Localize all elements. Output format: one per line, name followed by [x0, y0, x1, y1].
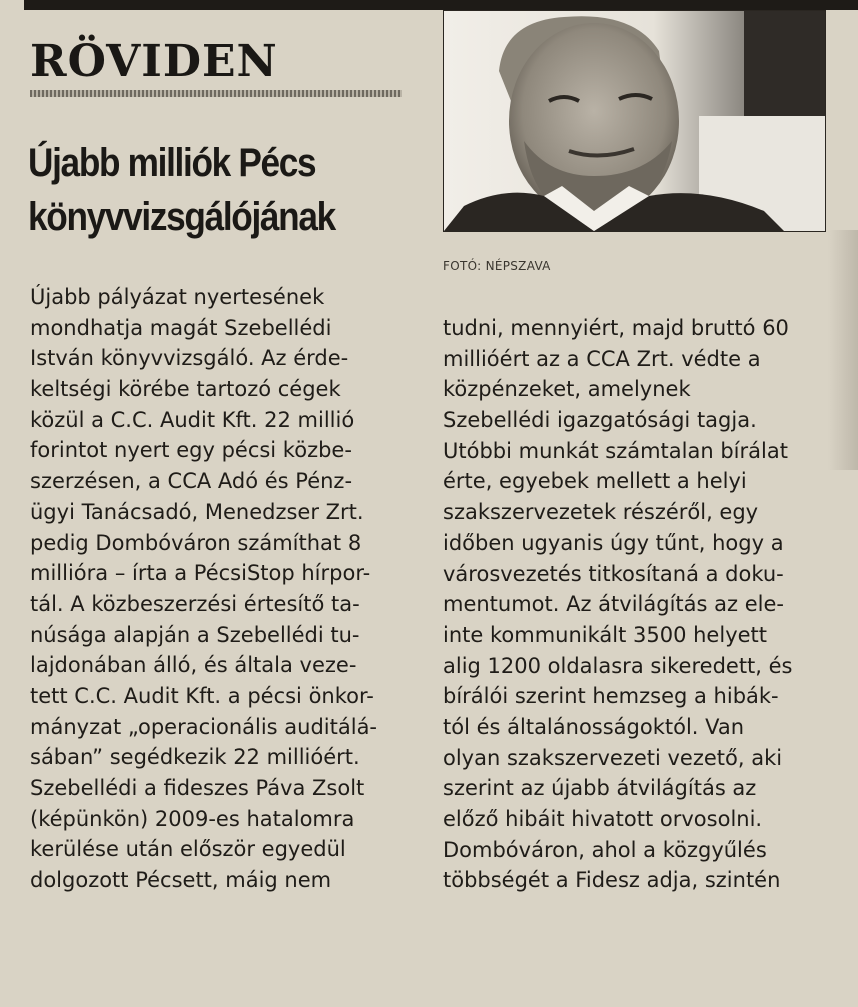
body-text-line: érte, egyebek mellett a helyi [443, 469, 747, 494]
body-text-line: többségét a Fidesz adja, szintén [443, 868, 781, 893]
article-photo [443, 10, 826, 232]
top-rule [24, 0, 858, 10]
section-kicker: RÖVIDEN [30, 36, 278, 87]
body-text-line: mányzat „operacionális auditálá- [30, 714, 378, 739]
body-text-line: időben ugyanis úgy tűnt, hogy a [443, 530, 784, 555]
body-text-line: mentumot. Az átvilágítás az ele- [443, 592, 784, 617]
body-text-line: szerzésen, a CCA Adó és Pénz- [30, 469, 353, 494]
article-column-2 [443, 313, 793, 896]
body-text-line: pedig Dombóváron számíthat 8 [30, 530, 362, 555]
body-text-line: lajdonában álló, és általa veze- [30, 653, 357, 678]
body-text-line: István könyvvizsgáló. Az érde- [30, 346, 349, 371]
article-headline [28, 136, 380, 244]
body-text-line: keltségi körébe tartozó cégek [30, 377, 341, 402]
body-text-line: tál. A közbeszerzési értesítő ta- [30, 591, 360, 616]
photo-credit: FOTÓ: NÉPSZAVA [443, 259, 551, 273]
body-text-line: kerülése után először egyedül [30, 837, 346, 862]
body-text-line: Szebellédi igazgatósági tagja. [443, 408, 757, 433]
body-text-line: millióra – írta a PécsiStop hírpor- [30, 561, 371, 586]
body-text-line: Szebellédi a fideszes Páva Zsolt [30, 776, 365, 800]
body-text-line: tett C.C. Audit Kft. a pécsi önkor- [30, 683, 374, 708]
body-text-line: mondhatja magát Szebellédi [30, 315, 332, 340]
body-text-line: szakszervezetek részéről, egy [443, 500, 759, 525]
adjacent-page-bleed [828, 230, 858, 470]
body-text-line: tól és általánosságoktól. Van [443, 714, 745, 739]
kicker-underline [30, 90, 402, 97]
body-text-line: Utóbbi munkát számtalan bírálat [443, 438, 788, 463]
body-text-line: (képünkön) 2009-es hatalomra [30, 806, 355, 831]
headline-line-2: könyvvizsgálójának [28, 195, 335, 239]
body-text-line: olyan szakszervezeti vezető, aki [443, 745, 783, 770]
body-text-line: tudni, mennyiért, majd bruttó 60 [443, 316, 789, 340]
body-text-line: előző hibáit hivatott orvosolni. [443, 807, 763, 831]
article-column-1 [30, 282, 377, 896]
portrait-image [444, 11, 825, 231]
body-text-line: millióért az a CCA Zrt. védte a [443, 346, 761, 371]
body-text-line: sában” segédkezik 22 millióért. [30, 745, 360, 770]
body-text-line: ügyi Tanácsadó, Menedzser Zrt. [30, 499, 364, 524]
body-text-line: dolgozott Pécsett, máig nem [30, 868, 332, 893]
body-text-line: forintot nyert egy pécsi közbe- [30, 438, 352, 463]
headline-line-1: Újabb milliók Pécs [28, 141, 316, 185]
body-text-line: inte kommunikált 3500 helyett [443, 622, 768, 647]
body-text-line: alig 1200 oldalasra sikeredett, és [443, 653, 793, 678]
body-text-line: városvezetés titkosítaná a doku- [443, 561, 784, 586]
body-text-line: núsága alapján a Szebellédi tu- [30, 622, 360, 647]
body-text-line: közpénzeket, amelynek [443, 377, 691, 402]
body-text-line: bírálói szerint hemzseg a hibák- [443, 684, 779, 709]
body-text-line: Újabb pályázat nyertesének [30, 285, 325, 309]
body-text-line: közül a C.C. Audit Kft. 22 millió [30, 407, 355, 432]
body-text-line: Dombóváron, ahol a közgyűlés [443, 837, 767, 862]
body-text-line: szerint az újabb átvilágítás az [443, 776, 757, 801]
